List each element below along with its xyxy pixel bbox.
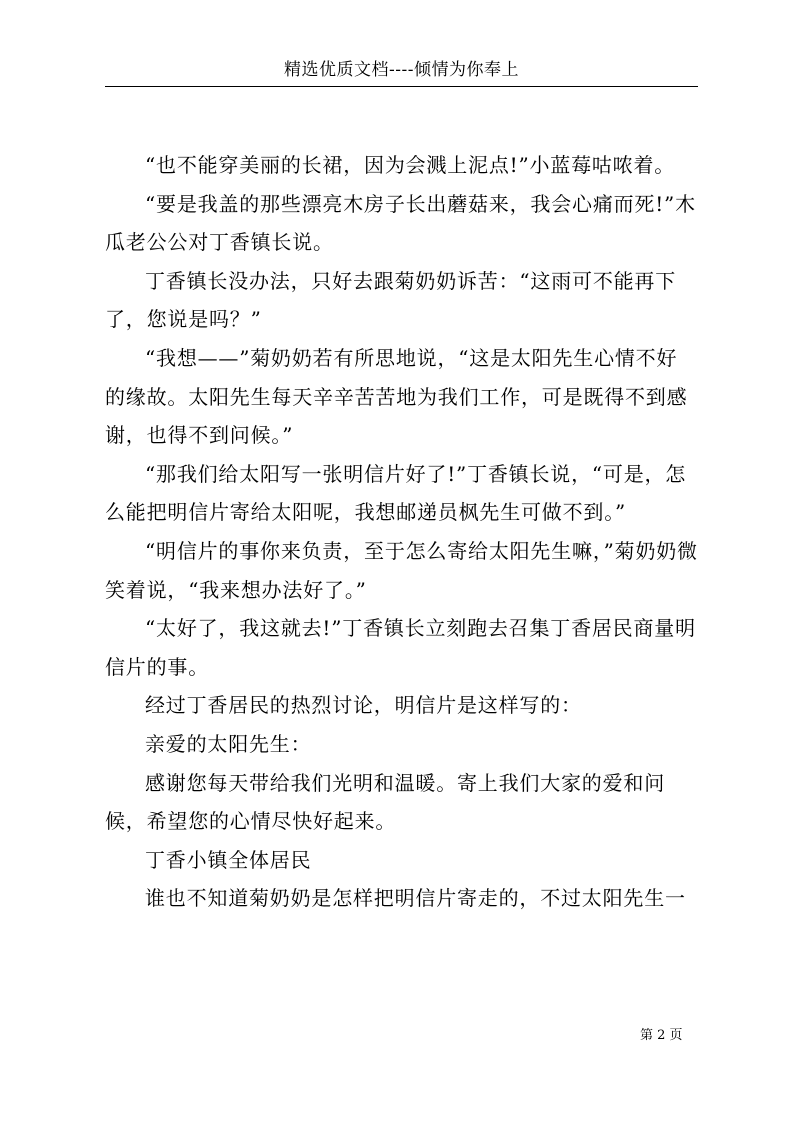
paragraph: 谁也不知道菊奶奶是怎样把明信片寄走的，不过太阳先生一	[145, 886, 686, 911]
paragraph: “明信片的事你来负责，至于怎么寄给太阳先生嘛，”菊奶奶微笑着说，“我来想办法好了。”	[105, 538, 698, 602]
letter-signature: 丁香小镇全体居民	[145, 847, 312, 872]
letter-salutation: 亲爱的太阳先生：	[145, 731, 312, 756]
page-header-title: 精选优质文档----倾情为你奉上	[284, 60, 519, 80]
paragraph: 丁香镇长没办法，只好去跟菊奶奶诉苦：“这雨可不能再下了，您说是吗？”	[105, 268, 677, 332]
paragraph: “太好了，我这就去!”丁香镇长立刻跑去召集丁香居民商量明信片的事。	[105, 616, 696, 679]
paragraph: “也不能穿美丽的长裙，因为会溅上泥点!”小蓝莓咕哝着。	[145, 153, 676, 177]
paragraph: “要是我盖的那些漂亮木房子长出蘑菇来，我会心痛而死!”木瓜老公公对丁香镇长说。	[105, 191, 696, 255]
paragraph: 经过丁香居民的热烈讨论，明信片是这样写的：	[145, 693, 582, 718]
paragraph: “我想——”菊奶奶若有所思地说，“这是太阳先生心情不好的缘故。太阳先生每天辛辛苦苦地为我们工作，可是既得不到感谢，也得不到问候。”	[105, 345, 688, 448]
page-number: 第 2 页	[640, 1028, 683, 1043]
document-body	[105, 146, 698, 918]
paragraph: “那我们给太阳写一张明信片好了!”丁香镇长说，“可是，怎么能把明信片寄给太阳呢，我想邮递员枫先生可做不到。”	[105, 461, 687, 525]
letter-body: 感谢您每天带给我们光明和温暖。寄上我们大家的爱和问候，希望您的心情尽快好起来。	[105, 770, 665, 834]
header-divider	[105, 86, 698, 87]
